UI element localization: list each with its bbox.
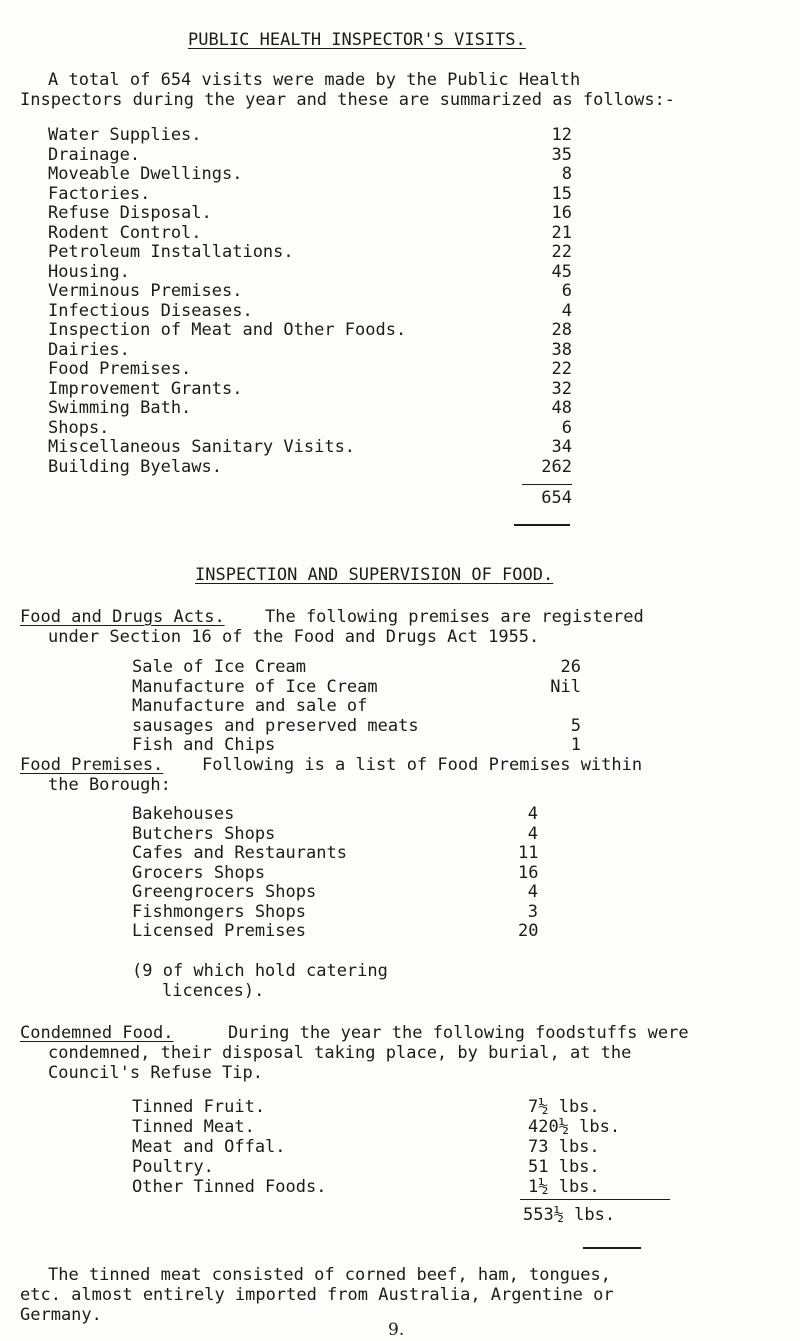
list-item-label: Greengrocers Shops bbox=[132, 882, 317, 902]
list-item-label: Refuse Disposal. bbox=[48, 203, 212, 223]
list-item-label: Licensed Premises bbox=[132, 921, 306, 941]
list-item-value: 6 bbox=[561, 281, 572, 301]
list-item-value: 420½ lbs. bbox=[528, 1117, 621, 1137]
list-item-value: 73 lbs. bbox=[528, 1137, 600, 1157]
condemned-total: 553½ lbs. bbox=[523, 1205, 616, 1225]
list-item-value: 5 bbox=[570, 715, 581, 736]
visits-total-rule bbox=[514, 524, 570, 526]
section-heading: INSPECTION AND SUPERVISION OF FOOD. bbox=[195, 565, 554, 585]
list-item-value: 8 bbox=[561, 164, 572, 184]
condemned-text-1: During the year the following foodstuffs were bbox=[228, 1023, 689, 1043]
list-item-value: 16 bbox=[518, 862, 539, 883]
list-item-value: 16 bbox=[551, 203, 572, 223]
list-item-value: 35 bbox=[551, 144, 572, 165]
condemned-rule bbox=[520, 1199, 670, 1200]
list-item-value: 15 bbox=[551, 183, 572, 204]
list-item-label: Bakehouses bbox=[132, 804, 235, 824]
list-item-value: 262 bbox=[541, 456, 572, 477]
list-item-value: 4 bbox=[561, 300, 572, 321]
list-item-label: Butchers Shops bbox=[132, 823, 276, 844]
food-premises-text-1: Following is a list of Food Premises within bbox=[202, 755, 643, 775]
list-item-label: Inspection of Meat and Other Foods. bbox=[48, 320, 407, 340]
list-item-label: Verminous Premises. bbox=[48, 281, 243, 301]
list-item-value: 1 bbox=[570, 735, 581, 755]
list-item-label: Manufacture of Ice Cream bbox=[132, 676, 378, 697]
condemned-total-rule bbox=[583, 1247, 641, 1249]
list-item-label: Grocers Shops bbox=[132, 862, 266, 883]
condemned-text-2: condemned, their disposal taking place, by burial, at the bbox=[48, 1043, 632, 1063]
list-item-value: 4 bbox=[527, 882, 538, 902]
list-item-value: 1½ lbs. bbox=[528, 1177, 600, 1197]
list-item-value: 51 lbs. bbox=[528, 1157, 600, 1177]
list-item-value: 45 bbox=[551, 261, 572, 282]
list-item-value: 48 bbox=[551, 398, 572, 418]
list-item-value: 4 bbox=[527, 804, 538, 824]
list-item-label: Factories. bbox=[48, 183, 151, 204]
list-item-label: Fishmongers Shops bbox=[132, 901, 306, 922]
list-item-value: 11 bbox=[518, 843, 539, 863]
list-item-label: sausages and preserved meats bbox=[132, 715, 419, 736]
list-item-value: 6 bbox=[561, 417, 572, 438]
list-item-label: Shops. bbox=[48, 417, 110, 438]
list-item-value: 3 bbox=[527, 901, 538, 922]
list-item-label: Food Premises. bbox=[48, 359, 192, 379]
list-item-label: Housing. bbox=[48, 261, 130, 282]
list-item-value: 12 bbox=[551, 125, 572, 145]
intro-line-2: Inspectors during the year and these are summarized as follows:- bbox=[20, 90, 676, 110]
food-premises-lead: Food Premises. bbox=[20, 755, 164, 775]
food-premises-text-2: the Borough: bbox=[48, 775, 171, 795]
list-item-value: 28 bbox=[551, 320, 572, 340]
list-item-value: 22 bbox=[551, 359, 572, 379]
list-item-label: Building Byelaws. bbox=[48, 456, 222, 477]
page-heading: PUBLIC HEALTH INSPECTOR'S VISITS. bbox=[188, 30, 526, 50]
list-item-label: Cafes and Restaurants bbox=[132, 843, 347, 863]
visits-rule bbox=[522, 484, 572, 485]
list-item-value: 34 bbox=[551, 437, 572, 457]
list-item-label: Petroleum Installations. bbox=[48, 242, 294, 262]
food-premises-note-2: licences). bbox=[162, 981, 265, 1001]
list-item-label: Drainage. bbox=[48, 144, 141, 165]
list-item-label: Water Supplies. bbox=[48, 125, 202, 145]
list-item-label: Meat and Offal. bbox=[132, 1137, 286, 1157]
closing-line-3: Germany. bbox=[20, 1305, 102, 1325]
list-item-value: 4 bbox=[527, 823, 538, 844]
condemned-text-3: Council's Refuse Tip. bbox=[48, 1063, 263, 1083]
list-item-label: Dairies. bbox=[48, 339, 130, 360]
page-number: 9. bbox=[388, 1320, 405, 1340]
visits-total: 654 bbox=[541, 488, 572, 508]
condemned-lead: Condemned Food. bbox=[20, 1023, 174, 1043]
list-item-value: 22 bbox=[551, 242, 572, 262]
list-item-label: Miscellaneous Sanitary Visits. bbox=[48, 437, 356, 457]
list-item-label: Manufacture and sale of bbox=[132, 696, 368, 716]
list-item-label: Improvement Grants. bbox=[48, 378, 243, 399]
food-drugs-text-1: The following premises are registered bbox=[265, 607, 644, 627]
list-item-value: 26 bbox=[560, 657, 581, 677]
food-drugs-text-2: under Section 16 of the Food and Drugs Act 1955. bbox=[48, 627, 540, 647]
list-item-label: Poultry. bbox=[132, 1157, 214, 1177]
list-item-value: 21 bbox=[551, 222, 572, 243]
closing-line-1: The tinned meat consisted of corned beef, ham, tongues, bbox=[48, 1265, 611, 1285]
list-item-label: Moveable Dwellings. bbox=[48, 164, 243, 184]
food-premises-note-1: (9 of which hold catering bbox=[132, 961, 388, 981]
list-item-value: 32 bbox=[551, 378, 572, 399]
list-item-value: Nil bbox=[550, 676, 581, 697]
list-item-label: Tinned Meat. bbox=[132, 1117, 255, 1137]
list-item-value: 38 bbox=[551, 339, 572, 360]
list-item-label: Other Tinned Foods. bbox=[132, 1177, 327, 1197]
list-item-label: Tinned Fruit. bbox=[132, 1097, 266, 1117]
list-item-value: 7½ lbs. bbox=[528, 1097, 600, 1117]
food-drugs-lead: Food and Drugs Acts. bbox=[20, 607, 225, 627]
list-item-label: Rodent Control. bbox=[48, 222, 202, 243]
list-item-label: Sale of Ice Cream bbox=[132, 657, 306, 677]
list-item-label: Infectious Diseases. bbox=[48, 300, 253, 321]
closing-line-2: etc. almost entirely imported from Australia, Argentine or bbox=[20, 1285, 614, 1305]
list-item-value: 20 bbox=[518, 921, 539, 941]
list-item-label: Fish and Chips bbox=[132, 735, 276, 755]
intro-line-1: A total of 654 visits were made by the Public Health bbox=[48, 70, 581, 90]
list-item-label: Swimming Bath. bbox=[48, 398, 192, 418]
